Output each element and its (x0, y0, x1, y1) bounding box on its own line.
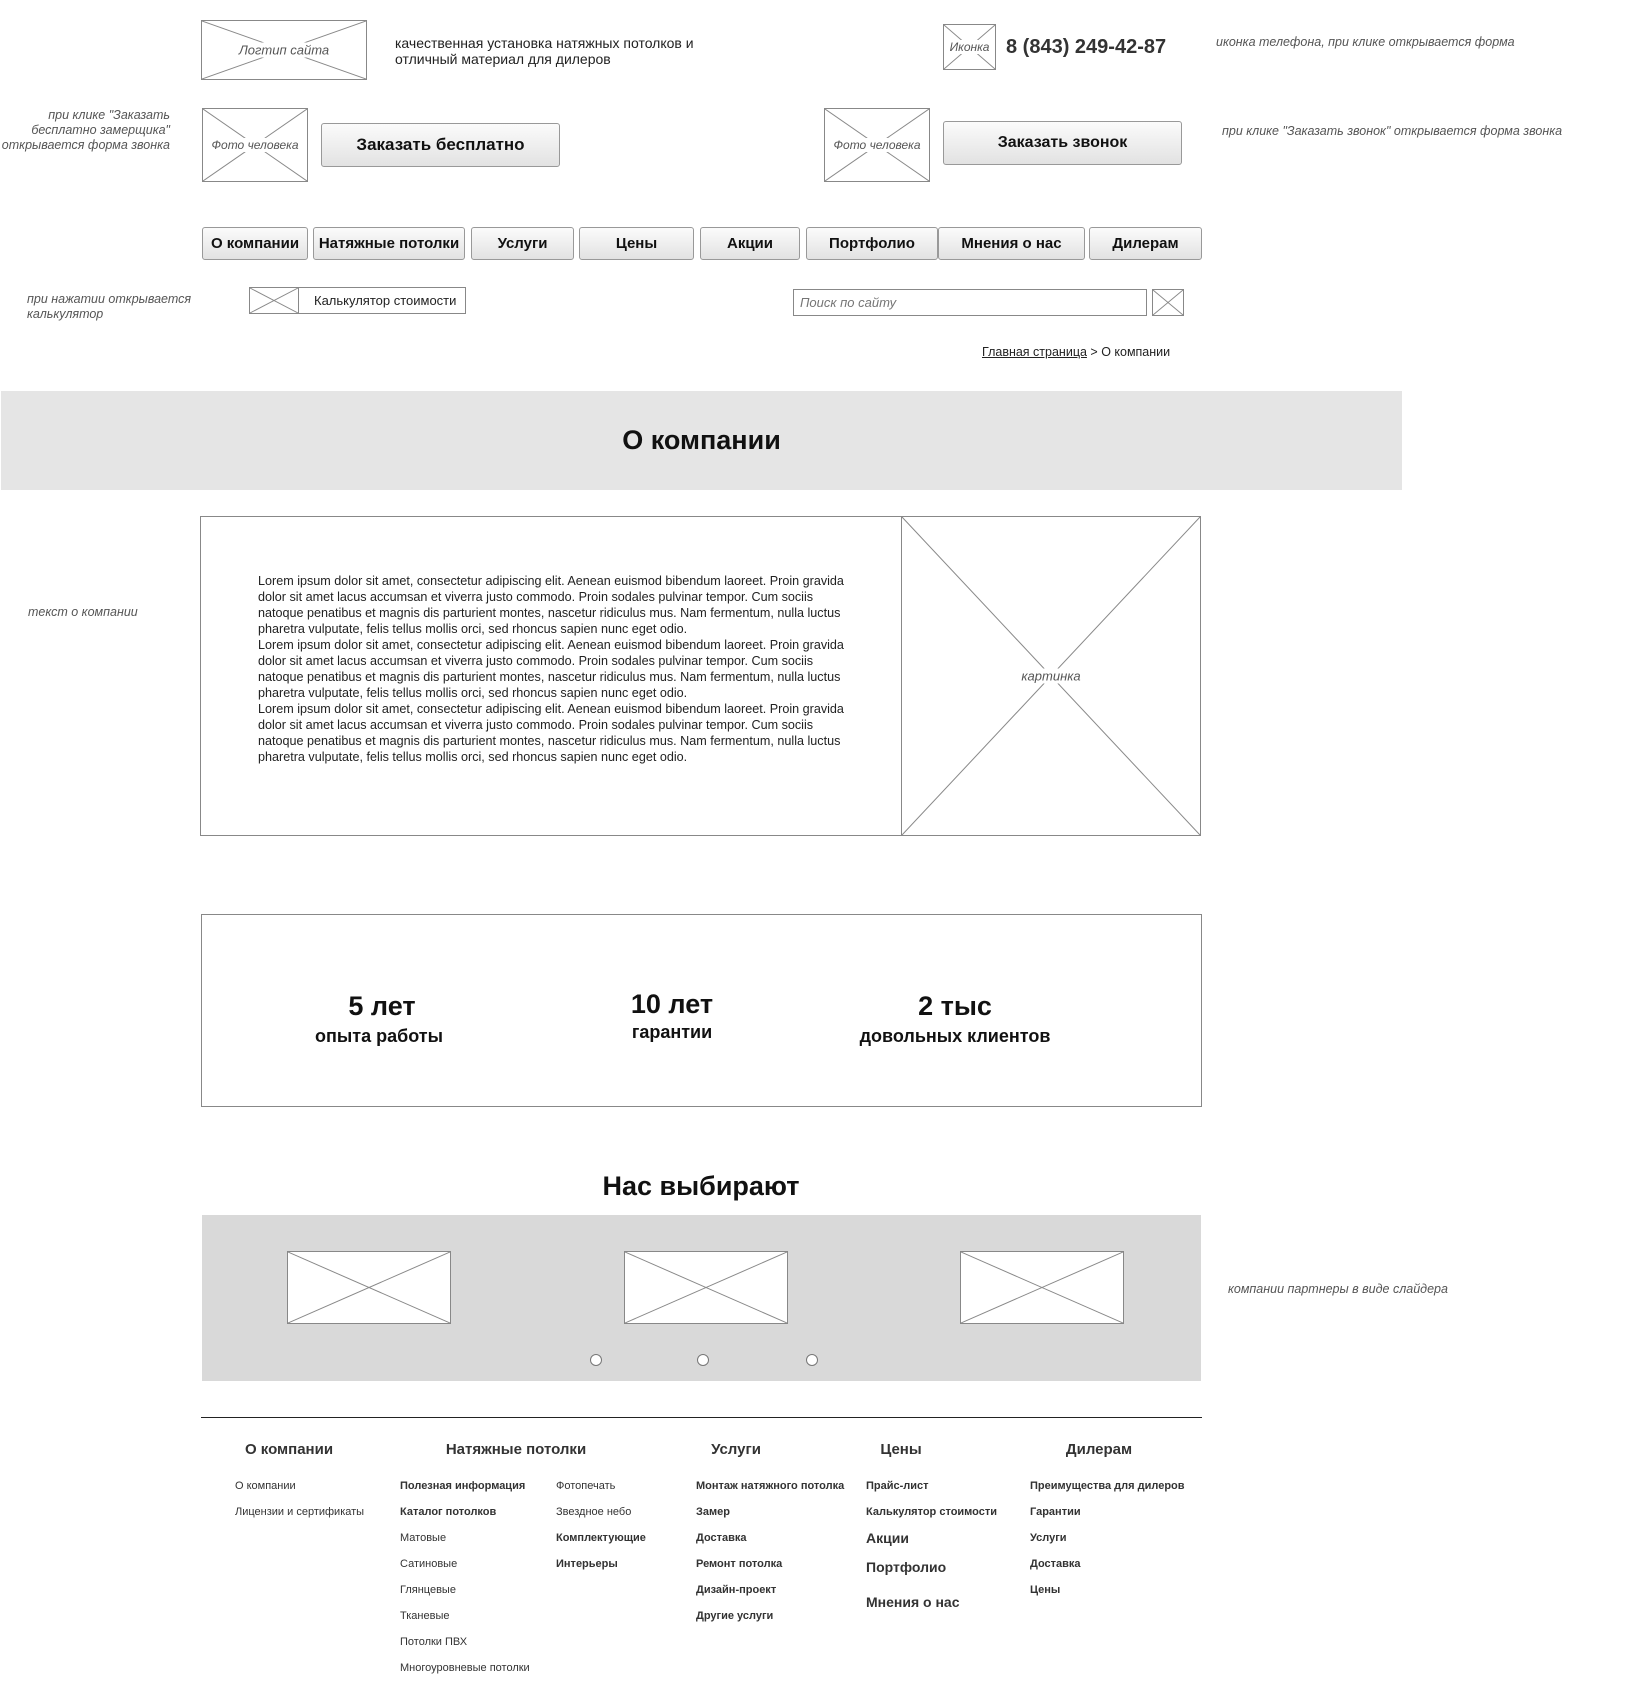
footer-link[interactable]: Ремонт потолка (696, 1558, 783, 1570)
nav-item-about[interactable]: О компании (202, 227, 308, 260)
footer-link[interactable]: Тканевые (400, 1610, 450, 1622)
nav-item-services[interactable]: Услуги (471, 227, 574, 260)
footer-link[interactable]: Матовые (400, 1532, 447, 1544)
about-text (258, 573, 848, 765)
slider-dot[interactable] (806, 1354, 818, 1366)
footer-col-about-title[interactable]: О компании (244, 1441, 334, 1458)
footer-link[interactable]: Дизайн-проект (696, 1584, 777, 1596)
partner-logo (624, 1251, 788, 1324)
footer-link[interactable]: Акции (866, 1530, 909, 1546)
nav-item-prices[interactable]: Цены (579, 227, 694, 260)
person-photo-left (202, 108, 308, 182)
footer-link[interactable]: Другие услуги (696, 1610, 774, 1622)
footer-link[interactable]: Доставка (696, 1532, 747, 1544)
stats-box (201, 914, 1202, 1107)
partner-logo (287, 1251, 451, 1324)
order-call-button[interactable]: Заказать звонок (943, 121, 1182, 165)
calculator-note: при нажатии открывается калькулятор (27, 292, 192, 321)
logo-label: Логтип сайта (238, 42, 330, 58)
calculator-icon (249, 287, 299, 314)
footer-col-ceilings-title[interactable]: Натяжные потолки (445, 1441, 587, 1458)
nav-item-portfolio[interactable]: Портфолио (806, 227, 938, 260)
tagline: качественная установка натяжных потолков и отличный материал для дилеров (395, 35, 694, 67)
phone-number[interactable]: 8 (843) 249-42-87 (1006, 36, 1167, 58)
footer-link[interactable]: Калькулятор стоимости (866, 1506, 998, 1518)
stat-label: довольных клиентов (859, 1026, 1051, 1046)
stat-value: 5 лет (348, 991, 416, 1021)
footer-link[interactable]: Комплектующие (556, 1532, 646, 1544)
stat-label: гарантии (631, 1022, 713, 1042)
calculator-label: Калькулятор стоимости (314, 293, 457, 308)
phone-icon-label: Иконка (949, 40, 990, 54)
person-photo-label: Фото человека (833, 138, 921, 152)
footer-link[interactable]: Многоуровневые потолки (400, 1662, 530, 1674)
footer-col-prices-title[interactable]: Цены (880, 1441, 922, 1458)
footer-link[interactable]: Портфолио (866, 1559, 947, 1575)
footer-link[interactable]: Интерьеры (556, 1558, 618, 1570)
footer-link[interactable]: Доставка (1030, 1558, 1081, 1570)
footer-link[interactable]: Монтаж натяжного потолка (696, 1480, 845, 1492)
person-photo-label: Фото человека (211, 138, 299, 152)
partners-note: компании партнеры в виде слайдера (1228, 1282, 1448, 1296)
breadcrumb-home-link[interactable]: Главная страница (982, 345, 1087, 359)
footer-col-services-title[interactable]: Услуги (711, 1441, 761, 1458)
footer-link[interactable]: Фотопечать (556, 1480, 616, 1492)
order-free-button[interactable]: Заказать бесплатно (321, 123, 560, 167)
footer-link[interactable]: Замер (696, 1506, 730, 1518)
nav-item-dealers[interactable]: Дилерам (1089, 227, 1202, 260)
footer-link[interactable]: Потолки ПВХ (400, 1636, 468, 1648)
page-title-band (1, 391, 1402, 490)
footer-link[interactable]: Полезная информация (400, 1480, 526, 1492)
footer-divider (201, 1417, 1202, 1418)
footer-link[interactable]: Мнения о нас (866, 1594, 960, 1610)
slider-dot[interactable] (697, 1354, 709, 1366)
partners-slider (202, 1215, 1201, 1381)
footer-link[interactable]: Гарантии (1030, 1506, 1081, 1518)
breadcrumb-separator: > (1086, 345, 1102, 359)
about-text-box (200, 516, 902, 836)
stat-value: 2 тыс (918, 991, 992, 1021)
breadcrumb (982, 345, 1170, 359)
footer-link[interactable]: О компании (235, 1480, 296, 1492)
nav-item-promotions[interactable]: Акции (700, 227, 800, 260)
breadcrumb-current: О компании (1101, 345, 1171, 359)
partners-title: Нас выбирают (602, 1171, 800, 1201)
footer-link[interactable]: Лицензии и сертификаты (235, 1506, 365, 1518)
about-text-note: текст о компании (28, 605, 138, 619)
about-image (901, 516, 1201, 836)
stat-value: 10 лет (630, 989, 714, 1019)
order-free-note: при клике "Заказать бесплатно замерщика" открывается форма звонка (1, 108, 170, 152)
order-call-note: при клике "Заказать звонок" открывается форма звонка (1222, 124, 1563, 138)
search-button-icon[interactable] (1152, 289, 1184, 316)
footer-col-dealers-title[interactable]: Дилерам (1065, 1441, 1133, 1458)
about-paragraph: Lorem ipsum dolor sit amet, consectetur adipiscing elit. Aenean euismod bibendum laoreet. Proin gravida dolor sit amet lacus accumsan et viverra justo commodo. Proin sodales pulvinar tempor. Cum sociis natoque penatibus et magnis dis parturient montes, nascetur ridiculus mus. Nam fermentum, nulla luctus pharetra vulputate, felis tellus mollis orci, sed rhoncus sapien nunc eget odio. (258, 574, 844, 636)
footer-link[interactable]: Звездное небо (556, 1506, 632, 1518)
footer-link[interactable]: Прайс-лист (866, 1480, 929, 1492)
nav-item-ceilings[interactable]: Натяжные потолки (313, 227, 465, 260)
person-photo-right (824, 108, 930, 182)
page-title: О компании (622, 425, 781, 455)
about-paragraph: Lorem ipsum dolor sit amet, consectetur adipiscing elit. Aenean euismod bibendum laoreet. Proin gravida dolor sit amet lacus accumsan et viverra justo commodo. Proin sodales pulvinar tempor. Cum sociis natoque penatibus et magnis dis parturient montes, nascetur ridiculus mus. Nam fermentum, nulla luctus pharetra vulputate, felis tellus mollis orci, sed rhoncus sapien nunc eget odio. (258, 638, 844, 700)
footer-link[interactable]: Сатиновые (400, 1558, 458, 1570)
footer-link[interactable]: Цены (1030, 1584, 1061, 1596)
footer-link[interactable]: Каталог потолков (400, 1506, 497, 1518)
footer-link[interactable]: Преимущества для дилеров (1030, 1480, 1185, 1492)
partner-logo (960, 1251, 1124, 1324)
about-image-label: картинка (1021, 668, 1081, 684)
calculator-button[interactable] (249, 287, 466, 314)
nav-item-reviews[interactable]: Мнения о нас (938, 227, 1085, 260)
phone-note: иконка телефона, при клике открывается форма (1216, 35, 1515, 49)
slider-dot[interactable] (590, 1354, 602, 1366)
footer-link[interactable]: Услуги (1030, 1532, 1067, 1544)
phone-icon[interactable] (943, 24, 996, 70)
stat-label: опыта работы (315, 1026, 443, 1046)
about-paragraph: Lorem ipsum dolor sit amet, consectetur adipiscing elit. Aenean euismod bibendum laoreet. Proin gravida dolor sit amet lacus accumsan et viverra justo commodo. Proin sodales pulvinar tempor. Cum sociis natoque penatibus et magnis dis parturient montes, nascetur ridiculus mus. Nam fermentum, nulla luctus pharetra vulputate, felis tellus mollis orci, sed rhoncus sapien nunc eget odio. (258, 702, 844, 764)
footer-link[interactable]: Глянцевые (400, 1584, 456, 1596)
site-logo[interactable] (201, 20, 367, 80)
search-input[interactable] (793, 289, 1147, 316)
